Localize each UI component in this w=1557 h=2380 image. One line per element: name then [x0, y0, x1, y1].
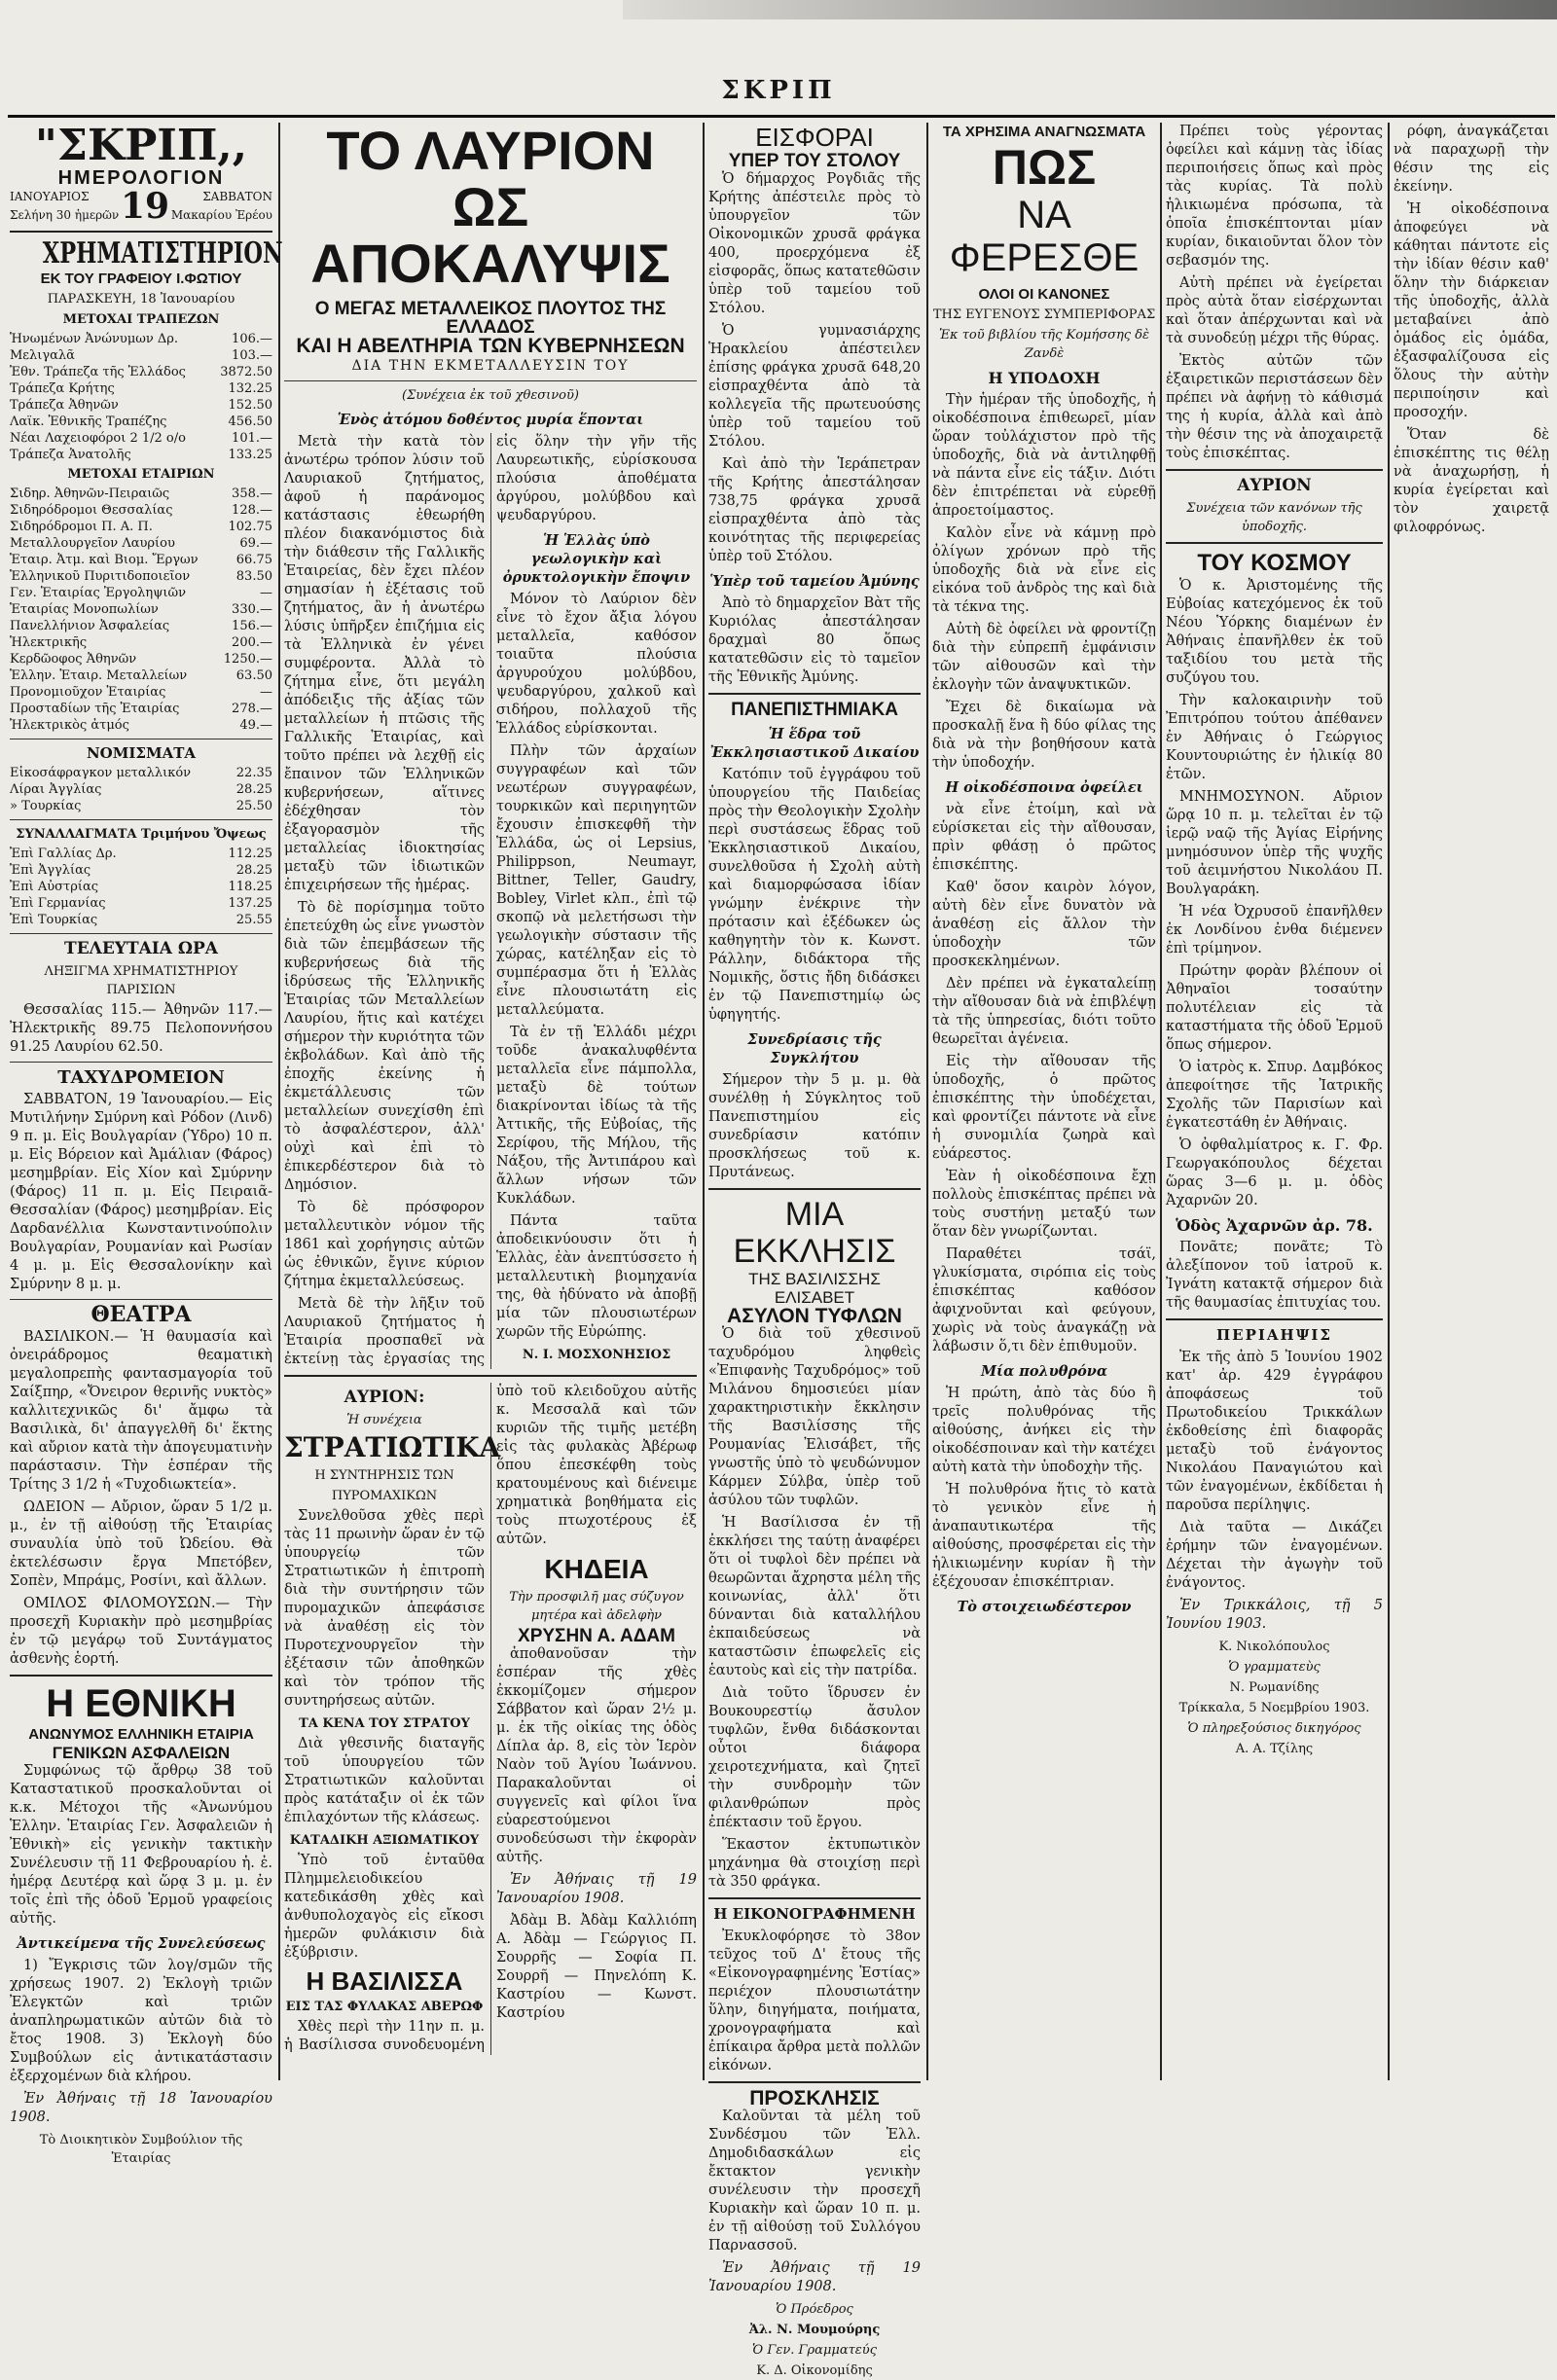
fleet-text: Ὁ γυμνασιάρχης Ἡρακλείου ἀπέστειλεν ἐπίσης φράγκα χρυσᾶ 648,20 εἰσπραχθέντα ἀπὸ τὰ κολλεγεῖα τῆς πρωτευούσης ὑπὲρ τοῦ ταμείου τοῦ Στόλου.: [708, 323, 921, 450]
military-sub-1: Η ΣΥΝΤΗΡΗΣΙΣ ΤΩΝ: [314, 1468, 454, 1483]
theatre-title: ΘΕΑΤΡΑ: [91, 1302, 192, 1327]
table-row: [10, 414, 272, 430]
tomorrow-sub: Ἡ συνέχεια: [346, 1413, 422, 1427]
invitation-title: ΠΡΟΣΚΛΗΣΙΣ: [749, 2087, 880, 2110]
ad-title: Η ΕΘΝΙΚΗ: [46, 1682, 236, 1725]
column-rule: [1388, 123, 1390, 2080]
table-row: [10, 331, 272, 347]
etiquette-sub-1: ΟΛΟΙ ΟΙ ΚΑΝΟΝΕΣ: [978, 286, 1110, 303]
invitation-chair-name: Ἀλ. Ν. Μουμούρης: [748, 2323, 881, 2337]
funeral-date: Ἐν Ἀθήναις τῇ 19 Ἰανουαρίου 1908.: [496, 1872, 697, 1906]
column-rule: [1160, 123, 1162, 2080]
edge-text: ρόφη, ἀναγκάζεται νὰ παραχωρῇ τὴν θέσιν της εἰς ἐκείνην.: [1394, 124, 1549, 195]
table-row: [10, 502, 272, 519]
calendar-day: 19: [120, 185, 170, 227]
banks-table: [10, 331, 272, 463]
ad-date: Ἐν Ἀθήναις τῇ 18 Ἰανουαρίου 1908.: [10, 2091, 272, 2125]
table-row: [10, 552, 272, 568]
queen-sub: ΕΙΣ ΤΑΣ ΦΥΛΑΚΑΣ ΑΒΕΡΩΦ: [285, 2000, 484, 2014]
table-row: [10, 798, 272, 814]
table-cell-label: Λαϊκ. Ἐθνικῆς Τραπέζης: [10, 415, 167, 429]
table-cell-value: 137.25: [228, 896, 272, 911]
calendar-saint: Μακαρίου Ἐρέου: [170, 208, 272, 222]
edge-text: Ὅταν δὲ ἐπισκέπτης τις θέλῃ νὰ ἀναχωρήσῃ, ἡ κυρία ἐγείρεται καὶ τὸν χαιρετᾷ φιλοφρόνως.: [1394, 427, 1549, 535]
table-cell-label: Ἐπὶ Τουρκίας: [10, 913, 98, 927]
calendar-weekday: ΣΑΒΒΑΤΟΝ: [202, 190, 272, 203]
lavrion-paragraph: Μετὰ τὴν κατὰ τὸν ἀνωτέρω τρόπον λύσιν τοῦ Λαυριακοῦ ζητήματος, ἀφοῦ ἡ παράνομος κατάστασις ἐθεωρήθη πλέον διακανόμιστος διὰ τὴν διάθεσιν τῆς Γαλλικῆς Ἑταιρείας, δὲν ἔχει πλέον σημασίαν ἡ ἐξέτασις τοῦ ζητήματος, ἂν ἡ ἀνωτέρω λύσις ὑπῆρξεν ἐπιζήμια εἰς τὰ Ἑλληνικὰ ἐν γένει συμφέροντα. Ἀλλὰ τὸ ζήτημα εἶνε, ὅτι μεγάλη ἀπόδειξις τῆς ἀξίας τῶν μεταλλείων ἡ πτῶσις τῆς Γαλλικῆς Ἑταιρίας, καὶ τοῦτο πρέπει νὰ λεχθῇ εἰς ἔπαινον τῶν Ἑλληνικῶν κυβερνήσεων, αἵτινες ἐδέχθησαν τὸν ἐξαγορασμὸν τῆς μεταλλείας ἰδιοκτησίας μεταξὺ τῶν ἰδιωτικῶν ἐπιχειρήσεων τῆς ἡμέρας.: [284, 434, 485, 893]
illustrated-title: Η ΕΙΚΟΝΟΓΡΑΦΗΜΕΝΗ: [713, 1905, 916, 1923]
table-cell-label: Ἠλεκτρικὸς ἀτμός: [10, 718, 129, 733]
exchange-title: ΣΥΝΑΛΛΑΓΜΑΤΑ Τριμήνου Ὄψεως: [16, 827, 267, 842]
society-item: Τὴν καλοκαιρινὴν τοῦ Ἐπιτρόπου τούτου ἀπέθανεν ἐν Ἀθήναις ὁ Γεώργιος Κουντουριώτης ἐν ἡλικίᾳ 80 ἐτῶν.: [1166, 693, 1383, 782]
table-cell-value: 66.75: [235, 553, 272, 567]
table-cell-value: 156.—: [232, 619, 272, 633]
announcement-secretary-name: Ν. Ρωμανίδης: [1229, 1680, 1320, 1695]
lavrion-title-2: ΩΣ ΑΠΟΚΑΛΥΨΙΣ: [310, 176, 670, 294]
table-row: [10, 380, 272, 397]
column-rule: [703, 123, 705, 2080]
announcement-lawyer-name: Α. Α. Τζίλης: [1235, 1742, 1314, 1756]
table-cell-value: —: [260, 685, 272, 700]
lavrion-paragraph: Τὰ ἐν τῇ Ἑλλάδι μέχρι τοῦδε ἀνακαλυφθέντα μεταλλεῖα εἶνε πάμπολλα, μεταξὺ δὲ τούτων διακρίνονται ἰδίως τὰ τῆς Ἀττικῆς, τῆς Εὐβοίας, τῆς Σερίφου, τῆς Μήλου, τῆς Νάξου, τῆς Ἀντιπάρου καὶ ἄλλων νήσων τῶν Κυκλάδων.: [496, 1025, 697, 1207]
military-sub-2: ΠΥΡΟΜΑΧΙΚΩΝ: [331, 1489, 438, 1503]
etiquette-continued: Ἐκτὸς αὐτῶν τῶν ἐξαιρετικῶν περιστάσεων δὲν πρέπει νὰ ἀφήνῃ τὸ κάθισμά της ἡ κυρία, ἀλλὰ καὶ ἀπὸ τὴν θέσιν της νὰ ἀποχαιρετᾷ τοὺς ἐπισκέπτας.: [1166, 353, 1383, 461]
table-cell-label: Μελιγαλᾶ: [10, 348, 75, 363]
table-row: [10, 618, 272, 634]
university-head: Ἡ ἕδρα τοῦ Ἐκκλησιαστικοῦ Δικαίου: [709, 726, 920, 761]
army-head: ΤΑ ΚΕΝΑ ΤΟΥ ΣΤΡΑΤΟΥ: [299, 1716, 470, 1731]
table-cell-value: —: [260, 586, 272, 600]
appeal-text: Ὁ διὰ τοῦ χθεσινοῦ ταχυδρόμου ληφθεὶς «Ἐπιφανὴς Ταχυδρόμος» τοῦ Μιλάνου δημοσιεύει μίαν χαρακτηριστικὴν ἔκκλησιν τῆς Βασιλίσσης τῆς Ρουμανίας Ἐλισάβετ, τῆς γνωστῆς ὑπὸ τὸ ψευδώνυμον Κάρμεν Σύλβα, ὑπὲρ τοῦ ἀσύλου τῶν τυφλῶν.: [708, 1326, 921, 1508]
table-cell-label: Ἡλεκτρικῆς: [10, 635, 88, 650]
tomorrow-label: ΑΥΡΙΟΝ: [1237, 476, 1312, 495]
ad-items: 1) Ἔγκρισις τῶν λογ/σμῶν τῆς χρήσεως 1907. 2) Ἐκλογὴ τριῶν Ἐλεγκτῶν καὶ τριῶν ἀναπληρωματικῶν αὐτῶν διὰ τὸ ἔτος 1908. 3) Ἐκλογὴ δύο Συμβούλων εἰς ἀντικατάστασιν ἐξερχομένων διὰ κλήρου.: [10, 1958, 272, 2084]
queen-text: Χθὲς περὶ τὴν 11ην π. μ. ἡ Βασίλισσα συνοδευομένη ὑπὸ τοῦ κλειδοῦχου αὐτῆς κ. Μεσσαλᾶ καὶ τῶν κυριῶν τῆς τιμῆς μετέβη εἰς τὰς φυλακὰς Ἀβέρωφ ὅπου ἐπεσκέφθη τοὺς κρατουμένους καὶ διένειμε χρηματικὰ βοηθήματα εἰς τοὺς πτωχοτέρους ἐξ αὐτῶν.: [284, 1384, 697, 2053]
table-cell-value: 22.35: [235, 766, 272, 780]
etiquette-kicker: ΤΑ ΧΡΗΣΙΜΑ ΑΝΑΓΝΩΣΜΑΤΑ: [942, 124, 1146, 140]
invitation-text: Καλοῦνται τὰ μέλη τοῦ Συνδέσμου τῶν Ἑλλ. Δημοδιδασκάλων εἰς ἔκτακτον γενικὴν συνέλευσιν τὴν προσεχῆ Κυριακὴν καὶ ὥραν 10 π. μ. ἐν τῇ αἰθούσῃ τοῦ Συλλόγου Παρνασσοῦ.: [708, 2109, 921, 2254]
society-item: Πονᾶτε; πονᾶτε; Τὸ ἀλεξίπονον τοῦ ἰατροῦ κ. Ἰγνάτη κατακτᾷ σήμερον διὰ τῆς θαυμασίας ἐπιτυχίας του.: [1166, 1240, 1383, 1311]
announcement-lawyer: Ὁ πληρεξούσιος δικηγόρος: [1187, 1721, 1361, 1736]
etiquette-text: Εἰς τὴν αἴθουσαν τῆς ὑποδοχῆς, ὁ πρῶτος ἐπισκέπτης τὴν ὑποδέχεται, καὶ φροντίζει πάντοτε νὰ εἶνε ἡ συνομιλία ζωηρὰ καὶ εὐάρεστος.: [932, 1054, 1156, 1162]
announcement-secretary: Ὁ γραμματεὺς: [1228, 1660, 1321, 1675]
announcement-date: Ἐν Τρικκάλοις, τῇ 5 Ἰουνίου 1903.: [1166, 1598, 1383, 1632]
table-cell-value: 128.—: [232, 503, 272, 518]
table-cell-value: 101.—: [232, 431, 272, 446]
ad-signature: Τὸ Διοικητικὸν Συμβούλιον τῆς Ἑταιρίας: [39, 2133, 243, 2166]
table-row: [10, 447, 272, 463]
table-cell-label: Ἐπὶ Γαλλίας Δρ.: [10, 847, 117, 861]
column-rule: [278, 123, 280, 2080]
banks-title: ΜΕΤΟΧΑΙ ΤΡΑΠΕΖΩΝ: [62, 312, 220, 327]
column-lavrion: [284, 120, 697, 2080]
senate-text: Σήμερον τὴν 5 μ. μ. θὰ συνέλθῃ ἡ Σύγκλητος τοῦ Πανεπιστημίου εἰς συνεδρίασιν κατόπιν προσκλήσεως τοῦ κ. Πρυτάνεως.: [708, 1072, 921, 1180]
lavrion-subtitle-3: ΔΙΑ ΤΗΝ ΕΚΜΕΤΑΛΛΕΥΣΙΝ ΤΟΥ: [351, 358, 630, 374]
table-cell-label: Προνομιοῦχον Ἑταιρίας: [10, 685, 166, 700]
illustrated-text: Ἐκυκλοφόρησε τὸ 38ον τεῦχος τοῦ Δ' ἔτους τῆς «Εἰκονογραφημένης Ἑστίας» περιέχον πλουσιωτάτην ὕλην, διηγήματα, ποιήματα, χρονογραφήματα καὶ ἐπίκαιρα ἄρθρα μετὰ πολλῶν εἰκόνων.: [708, 1929, 921, 2073]
table-row: [10, 535, 272, 552]
table-cell-label: Ἡνωμένων Ἀνώνυμων Δρ.: [10, 332, 179, 346]
announcement-text: Ἐκ τῆς ἀπὸ 5 Ἰουνίου 1902 κατ' ἀρ. 429 ἐγγράφου ἀποφάσεως τοῦ Πρωτοδικείου Τρικκάλων ἐκδοθείσης ἐπὶ διαφορᾶς μεταξὺ τοῦ ἐνάγοντος Νικολάου Παναγιώτου καὶ τῶν ἐναγομένων, ἐκδίδεται ἡ παροῦσα περίληψις.: [1166, 1350, 1383, 1513]
table-cell-label: Τράπεζα Ἀνατολῆς: [10, 448, 131, 462]
ad-subtitle-1: ΑΝΩΝΥΜΟΣ ΕΛΛΗΝΙΚΗ ΕΤΑΙΡΙΑ: [28, 1726, 254, 1743]
table-row: [10, 364, 272, 380]
table-cell-value: 25.50: [235, 799, 272, 813]
table-cell-value: 106.—: [232, 332, 272, 346]
etiquette-text: Καθ' ὅσον καιρὸν λόγον, αὐτὴ δὲν εἶνε δυνατὸν νὰ ἀναθέσῃ εἰς ἄλλον τὴν ὑποδοχὴν τῶν προσκεκλημένων.: [932, 880, 1156, 969]
society-title: ΤΟΥ ΚΟΣΜΟΥ: [1197, 550, 1352, 576]
table-row: [10, 717, 272, 734]
lavrion-section-head: Ἡ Ἑλλὰς ὑπὸ γεωλογικὴν καὶ ὀρυκτολογικὴν ἔποψιν: [502, 532, 691, 586]
invitation-secretary-name: Κ. Δ. Οἰκονομίδης: [756, 2363, 873, 2378]
lasthour-title: ΤΕΛΕΥΤΑΙΑ ΩΡΑ: [64, 939, 218, 958]
lavrion-paragraph: Τὸ δὲ πορίσμημα τοῦτο ἐπετεύχθη ὡς εἶνε γνωστὸν διὰ τῶν ἐπεμβάσεων τῆς κυβερνήσεως διὰ τῆς ἱδρύσεως τῆς Ἑλληνικῆς Ἑταιρίας τῶν Μεταλλείων Λαυρίου, ἥτις καὶ κατέχει σήμερον τὴν κυριότητα τῶν ἐκβολάδων. Καὶ ἀπὸ τῆς ἐποχῆς ἐκείνης ἡ ἐκμετάλλευσις τῶν μεταλλείων συνεχίσθη ἐπὶ τὸ ἀσφαλέστερον, ἀλλ' οὐχὶ καὶ ἐπὶ τὸ ἐπικερδέστερον διὰ τὸ Δημόσιον.: [284, 900, 485, 1193]
table-row: [10, 765, 272, 781]
table-cell-label: Εἰκοσάφραγκον μεταλλικόν: [10, 766, 192, 780]
post-title: ΤΑΧΥΔΡΟΜΕΙΟΝ: [57, 1067, 225, 1088]
society-item: ΜΝΗΜΟΣΥΝΟΝ. Αὔριον ὥρᾳ 10 π. μ. τελεῖται ἐν τῷ ἱερῷ ναῷ τῆς Ἁγίας Εἰρήνης μνημόσυνον ὑπὲρ τῆς ψυχῆς τοῦ ἀειμνήστου Νικολάου Π. Βουλγαράκη.: [1166, 789, 1383, 897]
table-cell-label: Νέαι Λαχειοφόροι 2 1/2 ο/ο: [10, 431, 186, 446]
appeal-sub-1: ΤΗΣ ΒΑΣΙΛΙΣΣΗΣ ΕΛΙΣΑΒΕΤ: [748, 1270, 881, 1307]
calendar-month: ΙΑΝΟΥΑΡΙΟΣ: [10, 190, 90, 203]
etiquette-text: Αὐτὴ δὲ ὀφείλει νὰ φροντίζῃ διὰ τὴν εὐπρεπῆ ἐμφάνισιν τῶν αἰθουσῶν καὶ τὴν ἐκλογὴν τῶν ἀναψυκτικῶν.: [932, 622, 1156, 693]
society-item: Ὁ ἰατρὸς κ. Σπυρ. Δαμβόκος ἀπεφοίτησε τῆς Ἰατρικῆς Σχολῆς τῶν Παρισίων καὶ ἐγκατεστάθη ἐν Ἀθήναις.: [1166, 1060, 1383, 1131]
calendar-heading: ΗΜΕΡΟΛΟΓΙΟΝ: [57, 167, 225, 189]
table-cell-value: 103.—: [232, 348, 272, 363]
etiquette-text: Ἡ πολυθρόνα ἥτις τὸ κατὰ τὸ γενικὸν εἶνε ἡ ἀναπαυτικωτέρα τῆς αἰθούσης, προσφέρεται εἰς τὴν ἡλικιωμένην κυρίαν ἢ τὴν ἐξέχουσαν ἐπισκέπτριαν.: [932, 1482, 1156, 1590]
table-row: [10, 519, 272, 535]
society-item: Ὁ ὀφθαλμίατρος κ. Γ. Φρ. Γεωργακόπουλος δέχεται ὥρας 3—6 μ. μ. ὁδὸς Ἀχαρνῶν 20.: [1166, 1137, 1383, 1208]
lavrion-subtitle-1: Ο ΜΕΓΑΣ ΜΕΤΑΛΛΕΙΚΟΣ ΠΛΟΥΤΟΣ ΤΗΣ ΕΛΛΑΔΟΣ: [314, 299, 667, 338]
column-rule: [926, 123, 928, 2080]
bourse-subtitle: ΕΚ ΤΟΥ ΓΡΑΦΕΙΟΥ Ι.ΦΩΤΙΟΥ: [40, 270, 242, 287]
society-item: Ὁ κ. Ἀριστομένης τῆς Εὐβοίας κατεχόμενος ἐκ τοῦ Νέου Ὑόρκης διαμένων ἐν Ἀθήναις ἐπανῆλθεν ἐκ τοῦ ταξιδίου του μετὰ τῆς συζύγου του.: [1166, 578, 1383, 686]
etiquette-title-1: ΠΩΣ: [992, 140, 1097, 195]
invitation-secretary: Ὁ Γεν. Γραμματεύς: [752, 2343, 877, 2358]
fleet-text: Ὁ δήμαρχος Ρογδιᾶς τῆς Κρήτης ἀπέστειλε πρὸς τὸ ὑπουργεῖον τῶν Οἰκονομικῶν χρυσᾶ φράγκα 400, προερχόμενα ἐξ εἰσφορᾶς, ὅπως κατατεθῶσιν ὑπὲρ τοῦ ταμείου τοῦ Στόλου.: [708, 171, 921, 316]
defense-text: Ἀπὸ τὸ δημαρχεῖον Βὰτ τῆς Κυριόλας ἀπεστάλησαν δραχμαὶ 80 ὅπως κατατεθῶσιν εἰς τὸ ταμεῖον τῆς Ἐθνικῆς Ἀμύνης.: [708, 595, 921, 685]
table-cell-label: Ἑλληνικοῦ Πυριτιδοποιεῖον: [10, 569, 191, 584]
fleet-text: Καὶ ἀπὸ τὴν Ἱεράπετραν τῆς Κρήτης ἀπεστάλησαν 738,75 φράγκα χρυσᾶ εἰσπραχθέντα ἀπὸ τὰς κοινότητας τῆς περιφερείας ὑπὲρ τοῦ Στόλου.: [708, 456, 921, 564]
lavrion-paragraph: Πάντα ταῦτα ἀποδεικνύουσιν ὅτι ἡ Ἑλλὰς, ἐὰν ἀνεπτύσσετο ἡ μεταλλευτικὴ βιομηχανία της, θὰ ἠδύνατο νὰ ἀποβῇ μία τῶν πλουσιωτέρων χωρῶν τῆς Εὐρώπης.: [496, 1213, 697, 1340]
table-cell-value: 28.25: [235, 863, 272, 878]
ad-subtitle-2: ΓΕΝΙΚΩΝ ΑΣΦΑΛΕΙΩΝ: [52, 1744, 231, 1762]
etiquette-text: Ἡ πρώτη, ἀπὸ τὰς δύο ἢ τρεῖς πολυθρόνας τῆς αἰθούσης, ἀνήκει εἰς τὴν οἰκοδέσποιναν καὶ τὴν κατέχει αὐτὴ κατὰ τὴν ὑποδοχὴν τῆς.: [932, 1386, 1156, 1475]
etiquette-text: Ἔχει δὲ δικαίωμα νὰ προσκαλῇ ἕνα ἢ δύο φίλας της διὰ νὰ τὴν βοηθήσουν κατὰ τὴν ὑποδοχήν.: [932, 700, 1156, 771]
table-cell-label: Κερδῶοφος Ἀθηνῶν: [10, 652, 137, 667]
table-cell-value: 330.—: [232, 602, 272, 617]
announcement-note: Τρίκκαλα, 5 Νοεμβρίου 1903.: [1178, 1701, 1370, 1715]
table-cell-label: Ἑταιρίας Μονοπωλίων: [10, 602, 159, 617]
coins-title: ΝΟΜΙΣΜΑΤΑ: [86, 744, 197, 762]
table-cell-label: Ἐπὶ Αὐστρίας: [10, 880, 99, 894]
column-society: [1166, 123, 1383, 2080]
column-calendar-bourse: [10, 121, 283, 2166]
announcement-title: ΠΕΡΙΑΗΨΙΣ: [1215, 1326, 1333, 1344]
funeral-text: ἀποθανοῦσαν τὴν ἑσπέραν τῆς χθὲς ἐκκομίζομεν σήμερον Σάββατον καὶ ὥραν 2½ μ. μ. ἐκ τῆς οἰκίας της ὁδὸς Δίπλα ἀρ. 8, εἰς τὸν Ἱερὸν Ναὸν τοῦ Ἁγίου Ἰωάννου. Παρακαλοῦνται οἱ συγγενεῖς καὶ φίλοι ἵνα εὐαρεστούμενοι συνοδεύσωσι τὴν ἐκφορὰν αὐτῆς.: [496, 1646, 697, 1865]
table-cell-value: 358.—: [232, 487, 272, 501]
bourse-date: ΠΑΡΑΣΚΕΥΗ, 18 Ἰανουαρίου: [47, 292, 235, 307]
court-head: ΚΑΤΑΔΙΚΗ ΑΞΙΩΜΑΤΙΚΟΥ: [289, 1833, 480, 1848]
ad-text: Συμφώνως τῷ ἄρθρῳ 38 τοῦ Καταστατικοῦ προσκαλοῦνται οἱ κ.κ. Μέτοχοι τῆς «Ἀνωνύμου Ἑλλην. Ἑταιρίας Γεν. Ἀσφαλειῶν ἡ Ἐθνικὴ» εἰς γενικὴν τακτικὴν Συνέλευσιν τῇ 11 Φεβρουαρίου ἡ. ἐ. ἡμέρᾳ Δευτέρᾳ καὶ ὥρᾳ 3 μ. μ. ἐν τοῖς ἐπὶ τῆς ὁδοῦ Ἑρμοῦ γραφείοις αὐτῆς.: [10, 1763, 272, 1927]
etiquette-continued: Πρέπει τοὺς γέροντας ὀφείλει καὶ κάμνῃ τὰς ἰδίας περιποιήσεις ὅπως καὶ πρὸς τὰς κυρίας. Τὰ πολὺ ἡλικιωμένα πρόσωπα, τὰ ὁποῖα ἐπισκέπτονται μίαν κυρίαν, δικαιοῦνται ὅλον τὸν σεβασμόν της.: [1166, 124, 1383, 269]
table-cell-label: Σιδηρ. Ἀθηνῶν-Πειραιῶς: [10, 487, 170, 501]
table-cell-label: Μεταλλουργεῖον Λαυρίου: [10, 536, 175, 551]
etiquette-title-2: ΝΑ ΦΕΡΕΣΘΕ: [949, 194, 1140, 279]
table-cell-label: Προσταδίων τῆς Ἑταιρίας: [10, 702, 180, 716]
table-cell-label: Πανελλήνιον Ἀσφαλείας: [10, 619, 170, 633]
table-cell-value: 25.55: [235, 913, 272, 927]
fleet-title-1: ΕΙΣΦΟΡΑΙ: [755, 123, 874, 152]
post-text: ΣΑΒΒΑΤΟΝ, 19 Ἰανουαρίου.— Εἰς Μυτιλήνην Σμύρνη καὶ Ρόδον (Λινδ) 9 π. μ. Εἰς Βουλγαρίαν (Ὑδρο) 10 π. μ. Εἰς Βόρειον καὶ Ἀμάλιαν (Φάρος) μεσημβρίαν. Εἰς Χίον καὶ Σμύρνην (Φάρος) 11 π. μ. Εἰς Πειραιᾶ-Θεσσαλίαν (Φάρος) μεσημβρίαν. Εἰς Δαρδανέλλια Κωνσταντινούπολιν Βουλγαρίαν, Ρουμανίαν καὶ Ρωσίαν 4 μ. μ. Εἰς Θεσσαλονίκην καὶ Σμύρνην 8 μ. μ.: [10, 1092, 272, 1292]
etiquette-sub-2: ΤΗΣ ΕΥΓΕΝΟΥΣ ΣΥΜΠΕΡΙΦΟΡΑΣ: [932, 307, 1156, 322]
table-cell-value: 69.—: [239, 536, 272, 551]
table-cell-label: Γεν. Ἑταιρίας Ἐργοληψιῶν: [10, 586, 187, 600]
table-cell-value: 49.—: [239, 718, 272, 733]
table-row: [10, 684, 272, 701]
calendar-moon: Σελήνη 30 ἡμερῶν: [10, 208, 120, 222]
table-cell-value: 28.25: [235, 782, 272, 797]
omilos-text: ΟΜΙΛΟΣ ΦΙΛΟΜΟΥΣΩΝ.— Τὴν προσεχῆ Κυριακὴν πρὸ μεσημβρίας ἐν τῷ μεγάρῳ τοῦ Συντάγματος ἀσθενὴς ἑορτή.: [10, 1596, 272, 1667]
table-row: [10, 895, 272, 912]
lavrion-lead: Ἑνὸς ἀτόμου δοθέντος μυρία ἕπονται: [337, 412, 644, 428]
scan-edge-shadow: [623, 0, 1557, 19]
table-cell-label: » Τουρκίας: [10, 799, 82, 813]
column-fleet-university: [708, 123, 921, 2378]
etiquette-section: Τὸ στοιχειωδέστερον: [957, 1599, 1132, 1615]
masthead-rule: [8, 115, 1555, 118]
paper-title: "ΣΚΡΙΠ,,: [34, 121, 248, 170]
table-cell-label: Τράπεζα Κρήτης: [10, 381, 115, 396]
lasthour-text: Θεσσαλίας 115.— Ἀθηνῶν 117.— Ἠλεκτρικῆς 89.75 Πελοποννήσου 91.25 Λαυρίου 62.50.: [10, 1002, 272, 1055]
appeal-text: Ἡ Βασίλισσα ἐν τῇ ἐκκλήσει της ταύτῃ ἀναφέρει ὅτι οἱ τυφλοὶ δὲν πρέπει νὰ θεωρῶνται ἄχρηστα μέλη τῆς κοινωνίας, ἀλλ' ὅτι δύνανται διὰ καταλλήλου ἐκπαιδεύσεως νὰ καταστῶσιν ἐπωφελεῖς εἰς ἑαυτοὺς καὶ εἰς τὴν πατρίδα.: [708, 1515, 921, 1678]
funeral-name: ΧΡΥΣΗΝ Α. ΑΔΑΜ: [518, 1626, 675, 1646]
military-text: Συνελθοῦσα χθὲς περὶ τὰς 11 πρωινὴν ὥραν ἐν τῷ ὑπουργείῳ τῶν Στρατιωτικῶν ἡ ἐπιτροπὴ διὰ τὴν συντήρησιν τῶν πυρομαχικῶν ἀπεφάσισε νὰ ἀναθέσῃ εἰς τὸν Πυροτεχνουργεῖον τὴν ἐξέτασιν τῶν ἀποθηκῶν καὶ τὸν τρόπον τῆς συντηρήσεως αὐτῶν.: [284, 1508, 485, 1709]
table-cell-label: Ἐθν. Τράπεζα τῆς Ἑλλάδος: [10, 365, 186, 379]
lavrion-subtitle-2: ΚΑΙ Η ΑΒΕΛΤΗΡΙΑ ΤΩΝ ΚΥΒΕΡΝΗΣΕΩΝ: [296, 335, 685, 357]
invitation-chair: Ὁ Πρόεδρος: [776, 2302, 853, 2317]
table-row: [10, 781, 272, 798]
odeion-text: ΩΔΕΙΟΝ — Αὔριον, ὥραν 5 1/2 μ. μ., ἐν τῇ αἰθούσῃ τῆς Ἑταιρίας συναυλία ὑπὸ τοῦ Ὠδείου. Θὰ ἐκτελέσωσιν ἔργα Μπετόβεν, Σοπὲν, Μπράμς, Ροσίνι, καὶ ἄλλων.: [10, 1499, 272, 1589]
ad-items-title: Ἀντικείμενα τῆς Συνελεύσεως: [17, 1935, 266, 1952]
etiquette-text: Παραθέτει τσάϊ, γλυκίσματα, σιρόπια εἰς τοὺς ἐπισκέπτας καθόσον ἀφιχνοῦνται καὶ φεύγουν, χωρὶς νὰ τοὺς ἀναγκάζῃ νὰ λάβωσιν ὅ,τι δὲν ἐπιθυμοῦν.: [932, 1246, 1156, 1354]
table-row: [10, 862, 272, 879]
etiquette-section: Η ΥΠΟΔΟΧΗ: [988, 369, 1101, 387]
theatre-text: ΒΑΣΙΛΙΚΟΝ.— Ἡ θαυμασία καὶ ὀνειράδρομος θεαματικὴ μεγαλοπρεπὴς φαντασμαγορία τοῦ Σαίξπηρ, «Ὄνειρον θερινῆς νυκτὸς» καλλιτεχνικῶς δι' ἄμφω τὰ Βασιλικὰ, δι' ἀπαγγελθῆ δι' ἕκτης καὶ αὔριον κατὰ τὴν ἀπογευματινὴν παράστασιν. Τὴν ἑσπέραν τῆς Τρίτης 3 1/2 ἡ «Τυχοδιωκτεία».: [10, 1329, 272, 1493]
appeal-title: ΜΙΑ ΕΚΚΛΗΣΙΣ: [733, 1196, 896, 1270]
calendar-block: [10, 185, 272, 227]
tomorrow-sub: Συνέχεια τῶν κανόνων τῆς ὑποδοχῆς.: [1186, 501, 1362, 534]
table-cell-label: Σιδηρόδρομοι Π. Α. Π.: [10, 520, 153, 534]
table-row: [10, 486, 272, 502]
table-cell-value: 133.25: [228, 448, 272, 462]
university-title: ΠΑΝΕΠΙΣΤΗΜΙΑΚΑ: [731, 700, 898, 720]
lavrion-lower: [284, 1383, 697, 2055]
edge-text: Ἡ οἰκοδέσποινα ἀποφεύγει νὰ κάθηται πάντοτε εἰς τὴν ἰδίαν θέσιν καθ' ὅλην τὴν διάρκειαν τῆς ὑποδοχῆς, ἀλλὰ μεταβαίνει ἀπὸ ὁμάδος εἰς ὁμάδα, ἐξασφαλίζουσα εἰς ὅλους τὴν αὐτὴν περιποίησιν καὶ προσοχήν.: [1394, 201, 1549, 420]
table-cell-value: 3872.50: [220, 365, 272, 379]
table-cell-value: 132.25: [228, 381, 272, 396]
tomorrow-label: ΑΥΡΙΟΝ:: [344, 1388, 425, 1407]
funeral-title: ΚΗΔΕΙΑ: [544, 1554, 649, 1584]
table-cell-value: 118.25: [228, 880, 272, 894]
table-cell-value: 456.50: [228, 415, 272, 429]
defense-head: Ὑπὲρ τοῦ ταμείου Ἀμύνης: [709, 573, 920, 590]
etiquette-continued: Αὐτὴ πρέπει νὰ ἐγείρεται πρὸς αὐτὰ ὅταν εἰσέρχωνται καὶ ὅταν ἀπέρχωνται καὶ νὰ τὰ συνοδεύῃ μέχρι τῆς θύρας.: [1166, 275, 1383, 346]
lavrion-paragraph: Πλὴν τῶν ἀρχαίων συγγραφέων καὶ τῶν νεωτέρων συγγραφέων, τουρκικῶν καὶ περιηγητῶν ἔχουσιν ἐπισκεφθῆ τὴν Ἑλλάδα, ὡς οἱ Lepsius, Philippson, Neumayr, Bittner, Teller, Gaudry, Bobley, Virlet κλπ., ἐπὶ τῷ σκοπῷ νὰ μελετήσωσι τὴν γεωλογικὴν σύστασιν τῆς χώρας, κατέληξαν εἰς τὸ συμπέρασμα ὅτι ἡ Ἑλλὰς εἶνε πλουσιωτάτη εἰς μεταλλεύματα.: [496, 743, 697, 1018]
table-cell-value: 112.25: [228, 847, 272, 861]
lavrion-body: [284, 433, 697, 1369]
table-cell-value: 1250.—: [223, 652, 272, 667]
table-cell-value: 83.50: [235, 569, 272, 584]
table-row: [10, 568, 272, 585]
lavrion-title-1: ΤΟ ΛΑΥΡΙΟΝ: [326, 120, 655, 181]
masthead: ΣΚΡΙΠ: [721, 76, 836, 105]
lavrion-paragraph: Τὸ δὲ πρόσφορον μεταλλευτικὸν νόμον τῆς 1861 καὶ χορήγησις αὐτῶν ὡς ἐθνικῶν, ἔγινε κύριον ζήτημα ἐκμεταλλεύσεως.: [284, 1200, 485, 1289]
military-title: ΣΤΡΑΤΙΩΤΙΚΑ: [284, 1431, 501, 1463]
table-cell-label: Ἑλλην. Ἑταιρ. Μεταλλείων: [10, 668, 188, 683]
fleet-title-2: ΥΠΕΡ ΤΟΥ ΣΤΟΛΟΥ: [728, 151, 901, 171]
table-cell-label: Λίραι Ἀγγλίας: [10, 782, 102, 797]
society-item: Πρώτην φορὰν βλέπουν οἱ Ἀθηναῖοι τοσαύτην πολυτέλειαν εἰς τὰ καταστήματα τῆς ὁδοῦ Ἑρμοῦ ὅπως σήμερον.: [1166, 963, 1383, 1053]
funeral-signatures: Ἀδὰμ Β. Ἀδὰμ Καλλιόπη Α. Ἀδὰμ — Γεώργιος Π. Σουρρῆς — Σοφία Π. Σουρρῆ — Πηνελόπη Κ. Καστρίου — Κωνστ. Καστρίου: [496, 1913, 697, 2021]
table-cell-label: Ἑταιρ. Ἀτμ. καὶ Βιομ. Ἔργων: [10, 553, 199, 567]
invitation-date: Ἐν Ἀθήναις τῇ 19 Ἰανουαρίου 1908.: [708, 2260, 921, 2294]
coins-table: [10, 765, 272, 814]
column-right-edge: [1394, 123, 1549, 2080]
announcement-signature: Κ. Νικολόπουλος: [1218, 1640, 1330, 1654]
lasthour-subtitle: ΛΗΞΙΓΜΑ ΧΡΗΜΑΤΙΣΤΗΡΙΟΥ ΠΑΡΙΣΙΩΝ: [44, 964, 238, 997]
table-cell-label: Ἐπὶ Ἀγγλίας: [10, 863, 91, 878]
university-text: Κατόπιν τοῦ ἐγγράφου τοῦ ὑπουργείου τῆς Παιδείας πρὸς τὴν Θεολογικὴν Σχολὴν περὶ συστάσεως ἕδρας τοῦ Ἐκκλησιαστικοῦ Δικαίου, συνελθοῦσα ἡ Σχολὴ αὐτὴ καὶ διαμορφώσασα ἰδίαν γνώμην ἐνέκρινε τὴν πρότασιν καὶ ἐξέδωκεν ὡς καθηγητὴν τὸν κ. Κωνστ. Ράλλην, διδάκτορα τῆς Νομικῆς, ὅστις ἤδη διδάσκει ἐν τῷ Πανεπιστημίῳ ὡς ὑφηγητής.: [708, 767, 921, 1023]
table-row: [10, 651, 272, 667]
table-row: [10, 879, 272, 895]
etiquette-text: νὰ εἶνε ἐτοίμη, καὶ νὰ εὑρίσκεται εἰς τὴν αἴθουσαν, πρὶν φθάσῃ ὁ πρῶτος ἐπισκέπτης.: [932, 802, 1156, 873]
table-cell-value: 63.50: [235, 668, 272, 683]
court-text: Ὑπὸ τοῦ ἐνταῦθα Πλημμελειοδικείου κατεδικάσθη χθὲς καὶ ἀνθυπολοχαγὸς εἰς εἴκοσι ἡμερῶν φυλάκισιν διὰ ἐξύβρισιν.: [284, 1853, 485, 1961]
table-cell-value: 102.75: [228, 520, 272, 534]
table-row: [10, 397, 272, 414]
lavrion-continued: (Συνέχεια ἐκ τοῦ χθεσινοῦ): [402, 388, 579, 403]
table-row: [10, 701, 272, 717]
lavrion-paragraph: Μόνον τὸ Λαύριον δὲν εἶνε τὸ ἔχον ἄξια λόγου μεταλλεῖα, καθόσον τοιαῦτα πλούσια ἀργυρούχου μολύβδου, ψευδαργύρου, χαλκοῦ καὶ σιδήρου, πολλαχοῦ τῆς Ἑλλάδος εὑρίσκονται.: [496, 592, 697, 737]
etiquette-source: Ἐκ τοῦ βιβλίου τῆς Κομήσσης δὲ Ζανδὲ: [938, 328, 1150, 361]
table-row: [10, 667, 272, 684]
companies-table: [10, 486, 272, 734]
bourse-title: ΧΡΗΜΑΤΙΣΤΗΡΙΟΝ: [42, 236, 283, 270]
exchange-table: [10, 846, 272, 928]
appeal-sub-2: ΑΣΥΛΟΝ ΤΥΦΛΩΝ: [727, 1305, 902, 1327]
lavrion-signature: Ν. Ι. ΜΟΣΧΟΝΗΣΙΟΣ: [522, 1348, 671, 1362]
etiquette-text: Καλὸν εἶνε νὰ κάμνῃ πρὸ ὀλίγων χρόνων πρὸ τῆς ὑποδοχῆς διὰ νὰ εἶνε εἰς εἰκόνα τοῦ ἀνδρὸς της καὶ διὰ τὰ τέκνα της.: [932, 525, 1156, 615]
table-row: [10, 912, 272, 928]
etiquette-text: Τὴν ἡμέραν τῆς ὑποδοχῆς, ἡ οἰκοδέσποινα ἐπιθεωρεῖ, μίαν ὥραν τοὐλάχιστον πρὸ τῆς ὑποδοχῆς, διὰ νὰ ἀντιληφθῇ νὰ πάντα εἶνε εἰς τάξιν. Διότι δὲν ἐπιτρέπεται νὰ εὑρεθῇ ἀπροετοίμαστος.: [932, 392, 1156, 519]
table-cell-label: Σιδηρόδρομοι Θεσσαλίας: [10, 503, 173, 518]
lavrion-paragraph: Μετὰ δὲ τὴν λῆξιν τοῦ Λαυριακοῦ ζητήματος ἡ Ἑταιρία προσπαθεῖ νὰ ἐκτείνῃ τὰς ἐργασίας της εἰς ὅλην τὴν γῆν τῆς Λαυρεωτικῆς, εὑρίσκουσα πλούσια ἀποθέματα ἀργύρου, μολύβδου καὶ ψευδαργύρου.: [284, 434, 697, 1367]
table-cell-value: 152.50: [228, 398, 272, 413]
etiquette-text: Δὲν πρέπει νὰ ἐγκαταλείπῃ τὴν αἴθουσαν διὰ νὰ ἐπιβλέψῃ τὰ τῆς ὑπηρεσίας, διότι τοῦτο θεωρεῖται ἀγένεια.: [932, 976, 1156, 1047]
appeal-text: Ἕκαστον ἐκτυπωτικὸν μηχάνημα θὰ στοιχίσῃ περὶ τὰ 350 φράγκα.: [708, 1837, 921, 1890]
table-row: [10, 585, 272, 601]
etiquette-section: Η οἰκοδέσποινα ὀφείλει: [945, 779, 1143, 796]
table-row: [10, 601, 272, 618]
society-item: Ἡ νέα Ὀχρυσοῦ ἐπανῆλθεν ἐκ Λονδίνου ἐνθα διέμενεν ἐπὶ τρίμηνον.: [1166, 904, 1383, 956]
queen-title: Η ΒΑΣΙΛΙΣΣΑ: [306, 1966, 463, 1996]
table-row: [10, 634, 272, 651]
table-cell-label: Ἐπὶ Γερμανίας: [10, 896, 106, 911]
etiquette-text: Ἐὰν ἡ οἰκοδέσποινα ἔχῃ πολλοὺς ἐπισκέπτας πρέπει νὰ τοὺς συστήνῃ μεταξύ των ὅταν δὲν γνωρίζωνται.: [932, 1169, 1156, 1240]
column-etiquette: [932, 123, 1156, 2080]
senate-head: Συνεδρίασις τῆς Συγκλήτου: [747, 1031, 882, 1066]
table-row: [10, 430, 272, 447]
table-cell-value: 200.—: [232, 635, 272, 650]
funeral-intro: Τὴν προσφιλῆ μας σύζυγον μητέρα καὶ ἀδελφὴν: [509, 1590, 684, 1623]
announcement-items: Διὰ ταῦτα — Δικάζει ἐρήμην τῶν ἐναγομένων. Δέχεται τὴν ἀγωγὴν τοῦ ἐνάγοντος.: [1166, 1520, 1383, 1591]
appeal-text: Διὰ τοῦτο ἵδρυσεν ἐν Βουκουρεστίῳ ἄσυλον τυφλῶν, ἔνθα διδάσκονται οὗτοι διάφορα χειροτεχνήματα, καὶ ζητεῖ τὴν συνδρομὴν τῶν φιλανθρώπων πρὸς ἐπέκτασιν τοῦ ἔργου.: [708, 1685, 921, 1830]
table-row: [10, 846, 272, 862]
table-cell-value: 278.—: [232, 702, 272, 716]
table-cell-label: Τράπεζα Ἀθηνῶν: [10, 398, 119, 413]
etiquette-section: Μία πολυθρόνα: [981, 1363, 1107, 1380]
address-line: Ὁδὸς Ἀχαρνῶν ἀρ. 78.: [1176, 1216, 1373, 1235]
army-text: Διὰ γθεσινῆς διαταγῆς τοῦ ὑπουργείου τῶν Στρατιωτικῶν καλοῦνται πρὸς κατάταξιν οἱ ἐκ τῶν ἐπιλαχόντων τῆς κλάσεως.: [284, 1736, 485, 1825]
table-row: [10, 347, 272, 364]
companies-title: ΜΕΤΟΧΑΙ ΕΤΑΙΡΙΩΝ: [67, 467, 215, 482]
